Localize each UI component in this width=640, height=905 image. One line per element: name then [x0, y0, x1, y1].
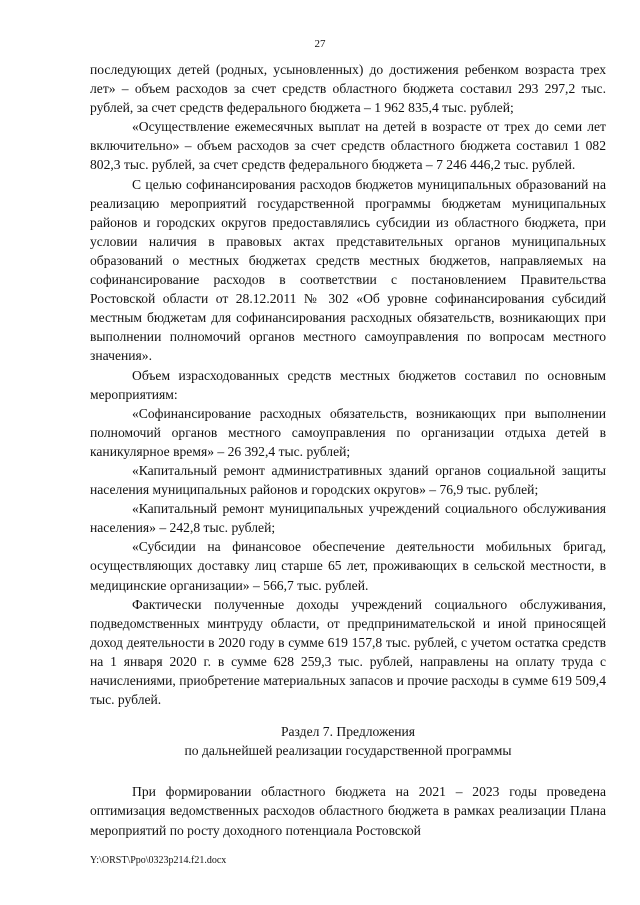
- closing-paragraph: При формировании областного бюджета на 2021 – 2023 годы проведена оптимизация ведомственных расходов областного бюджета в рамках реализации Плана мероприятий по росту доходного потенциала Ростовской: [90, 784, 606, 838]
- section-subtitle: по дальнейшей реализации государственной программы: [184, 743, 512, 759]
- document-body: [90, 60, 606, 840]
- paragraph-3: С целью софинансирования расходов бюджетов муниципальных образований на реализацию мероприятий государственной программы бюджетам муниципальных районов и городских округов предоставлялись субсидии из областного бюджета, при условии наличия в правовых актах представительных органов муниципальных образований о местных бюджетах средств местных бюджетов, направляемых на софинансирование расходов в соответствии с постановлением Правительства Ростовской области от 28.12.2011 № 302 «Об уровне софинансирования субсидий местным бюджетам для софинансирования расходных обязательств, возникающих при выполнении полномочий органов местного самоуправления по вопросам местного значения».: [90, 176, 606, 364]
- paragraph-8: «Субсидии на финансовое обеспечение деятельности мобильных бригад, осуществляющих доставку лиц старше 65 лет, проживающих в сельской местности, в медицинские организации» – 566,7 тыс. рублей.: [90, 539, 606, 593]
- section-title: Раздел 7. Предложения: [280, 724, 416, 740]
- paragraph-2: «Осуществление ежемесячных выплат на детей в возрасте от трех до семи лет включительно» – объем расходов за счет средств областного бюджета составил 1 082 802,3 тыс. рублей, за счет средств федерального бюджета – 7 246 446,2 тыс. рублей.: [90, 119, 606, 173]
- paragraph-9: Фактически полученные доходы учреждений социального обслуживания, подведомственных минтруду области, от предпринимательской и иной приносящей доход деятельности в 2020 году в сумме 619 157,8 тыс. рублей, с учетом остатка средств на 1 января 2020 г. в сумме 628 259,3 тыс. рублей, направлены на оплату труда с начислениями, приобретение материальных запасов и прочие расходы в сумме 619 509,4 тыс. рублей.: [90, 596, 606, 708]
- spacer: [90, 709, 606, 722]
- paragraph-6: «Капитальный ремонт административных зданий органов социальной защиты населения муниципальных районов и городских округов» – 76,9 тыс. рублей;: [90, 462, 606, 498]
- spacer: [90, 760, 606, 782]
- footer-file-path: Y:\ORST\Ppo\0323p214.f21.docx: [90, 855, 227, 866]
- paragraph-5: «Софинансирование расходных обязательств, возникающих при выполнении полномочий органов местного самоуправления по организации отдыха детей в каникулярное время» – 26 392,4 тыс. рублей;: [90, 405, 606, 459]
- paragraph-4: Объем израсходованных средств местных бюджетов составил по основным мероприятиям:: [90, 367, 606, 402]
- paragraph-7: «Капитальный ремонт муниципальных учреждений социального обслуживания населения» – 242,8 тыс. рублей;: [90, 501, 606, 536]
- paragraph-1: последующих детей (родных, усыновленных) до достижения ребенком возраста трех лет» – объем расходов за счет средств областного бюджета составил 293 297,2 тыс. рублей, за счет средств федерального бюджета – 1 962 835,4 тыс. рублей;: [90, 62, 606, 116]
- page-number: 27: [314, 38, 326, 50]
